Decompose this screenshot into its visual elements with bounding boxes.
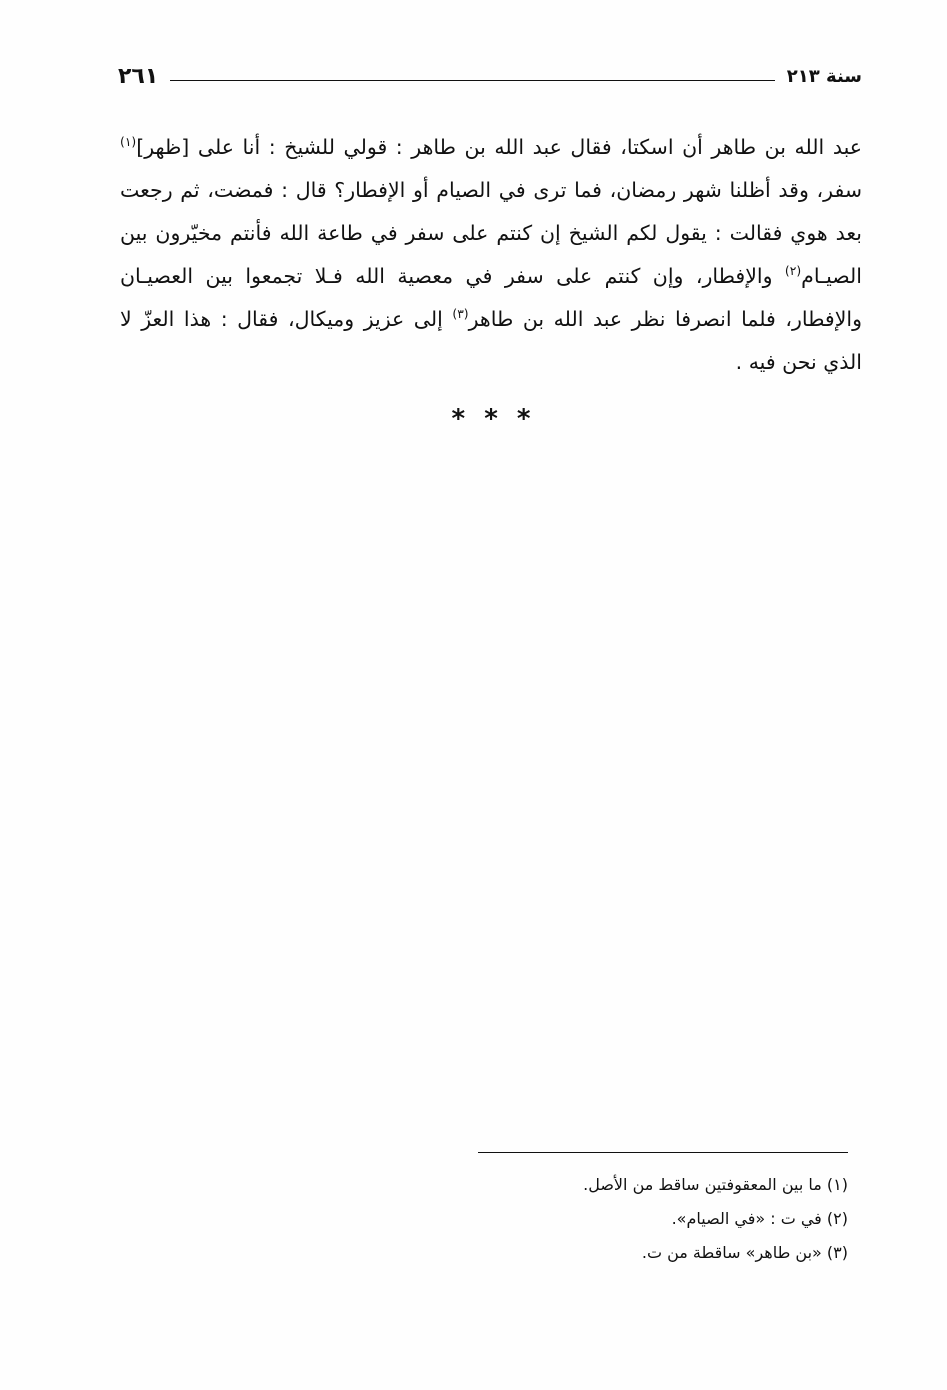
line-text-continued: إلى عزيز وميكال، فقال : هذا العزّ لا [120,307,453,331]
page-number: ٢٦١ [118,63,159,89]
line-text: والإفطار، فلما انصرفا نظر عبد الله بن طاهر [468,307,862,331]
header-rule [170,80,775,81]
line-text: الذي نحن فيه . [735,350,862,374]
line-text-continued: والإفطار، وإن كنتم على سفر في معصية الله فـلا تجمعوا بين العصيـان [120,264,785,288]
footnote: (٣) «بن طاهر» ساقطة من ت. [641,1243,848,1262]
text-line [120,212,862,255]
footnotes [328,1168,848,1270]
footnote-rule [478,1152,848,1153]
footnote: (١) ما بين المعقوفتين ساقط من الأصل. [583,1175,848,1194]
text-line [120,169,862,212]
footnote-marker: (٣) [452,307,469,322]
text-line-final [120,341,862,384]
page-header [118,60,862,92]
line-text: سفر، وقد أظلنا شهر رمضان، فما ترى في الصيام أو الإفطار؟ قال : فمضت، ثم رجعت [120,178,862,202]
running-title: سنة ٢١٣ [786,65,862,87]
line-text: بعد هوي فقالت : يقول لكم الشيخ إن كنتم على سفر في طاعة الله فأنتم مخيّرون بين [120,221,862,245]
text-line [120,298,862,341]
footnote-marker: (٢) [784,264,802,279]
footnote: (٢) في ت : «في الصيام». [671,1209,848,1228]
line-text: عبد الله بن طاهر أن اسكتا، فقال عبد الله بن طاهر : قولي للشيخ : أنا على [ظهر] [136,135,862,159]
line-text: الصيـام [801,264,862,288]
section-separator: * * * [451,404,531,434]
text-line [120,255,862,298]
text-line [120,126,862,169]
footnote-marker: (١) [120,135,137,150]
body-text [120,126,862,384]
